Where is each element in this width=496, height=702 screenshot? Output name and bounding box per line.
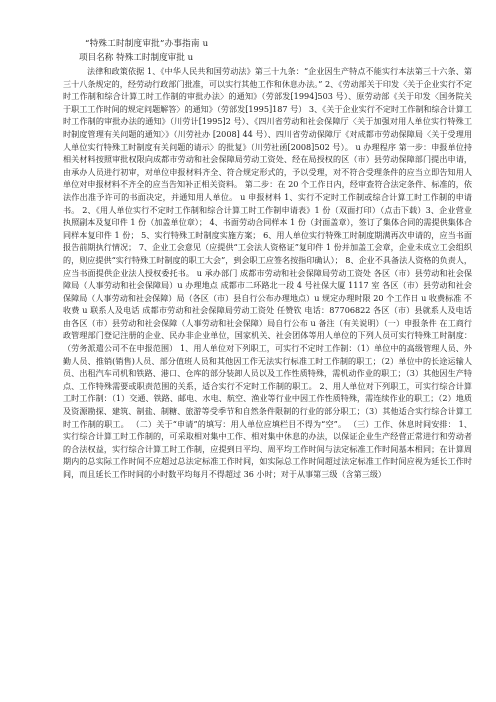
document-title: “特殊工时制度审批”办事指南 u xyxy=(85,39,209,49)
document-body: 法律和政策依据 1、《中华人民共和国劳动法》第三十九条：“企业因生产特点不能实行本法第三十六条、第三十八条规定的，经劳动行政部门批准，可以实行其他工作和休息办法。” 2、《劳动部关于印发〈关于企业实行不定时工作制和综合计算工时工作制的审批办法〉的通知》（劳部发[1994]503 号）、原劳动部《关于印发〈国务院关于职工工作时间的规定问题解答〉的通知》（劳部发[1995]187 号） 3、《关于企业实行不定时工作制和综合计算工时工作制的审批办法的通知》（川劳计[1995]2 号）、《四川省劳动和社会保障厅〈关于加强对用人单位实行特殊工时制度管理有关问题的通知〉》（川劳社办 [2008] 44 号）、四川省劳动保障厅《对成都市劳动保障局〈关于受理用人单位实行特殊工时制度有关问题的请示〉的批复》（川劳社函[2008]502 号）。 u 办理程序 第一步：申报单位持相关材料按照审批权限向成都市劳动和社会保障局劳动工资处、经在局授权的区（市）县劳动保障部门提出申请，由承办人员进行初审，对单位申报材料齐全、符合规定形式的，予以受理，对不符合受理条件的应当立即告知用人单位对申报材料不齐全的应当告知补正相关资料。 第二步：在 20 个工作日内，经审查符合法定条件、标准的，依法作出准予许可的书面决定，并通知用人单位。 u 申报材料 1、实行不定时工作制或综合计算工时工作制的申请书。 2、《用人单位实行不定时工作制和综合计算工时工作制申请表》1 份（双面打印）（点击下载）3、企业营业执照副本及复印件 1 份（加盖单位章）； 4、书面劳动合同样本 1 份（封面盖章），签订了集体合同的需提供集体合同样本复印件 1 份； 5、实行特殊工时制度实施方案； 6、用人单位实行特殊工时制度期满再次申请的，应当书面报告前期执行情况； 7、企业工会意见（应提供“工会法人资格证”复印件 1 份并加盖工会章，企业未成立工会组织的，则应提供“实行特殊工时制度的职工大会”，到会职工应签名按指印确认）； 8、企业不具备法人资格的负责人，应当书面提供企业法人授权委托书。 u 承办部门 成都市劳动和社会保障局劳动工资处 各区（市）县劳动和社会保障局（人事劳动和社会保障局）u 办理地点 成都市二环路北一段 4 号社保大厦 1117 室 各区（市）县劳动和社会保障局（人事劳动和社会保障）局（各区（市）县自行公布办理地点）u 规定办理时限 20 个工作日 u 收费标准 不收费 u 联系人及电话 成都市劳动和社会保障局劳动工资处 任赞钦 电话：87706822 各区（市）县就系人及电话由各区（市）县劳动和社会保障（人事劳动和社会保障）局自行公布 u 备注（有关说明）（一）申报条件 在工商行政管理部门登记注册的企业、民办非企业单位，国家机关、社会团体等用人单位的下列人员可实行特殊工时制度：（劳务派遣公司不在申报范围） 1、用人单位对下列职工，可实行不定时工作制：（1）单位中的高级管理人员、外勤人员、推销(销售)人员、部分值班人员和其他因工作无法实行标准工时工作制的职工；（2）单位中的长途运输人员、出租汽车司机和铁路、港口、仓库的部分装卸人员以及工作性质特殊，需机动作业的职工；（3）其他因生产特点、工作特殊需要或职责范围的关系，适合实行不定时工作制的职工。 2、用人单位对下列职工，可实行综合计算工时工作制：（1）交通、铁路、邮电、水电、航空、渔业等行业中因工作性质特殊，需连续作业的职工；（2）地质及资源勘探、建筑、制盐、制糖、旅游等受季节和自然条件限制的行业的部分职工；（3）其他适合实行综合计算工时工作制的职工。 （二）关于“申请”的填写：用人单位应填栏目不得为“空”。 （三）工作、休息时间安排： 1、实行综合计算工时工作制的，可采取相对集中工作、相对集中休息的办法，以保证企业生产经营正常进行和劳动者的合法权益，实行综合计算工时工作制，应提到日平均、周平均工作时间与法定标准工作时间基本相同；在计算周期内的总实际工作时间不应超过总法定标准工作时间，如实际总工作时间超过法定标准工作时间应视为延长工作时间，而且延长工作时间的小时数平均每月不得超过 36 小时；对于从事第三级（含第三级） xyxy=(63,66,472,479)
document-subtitle: 项目名称 特殊工时制度审批 u xyxy=(79,53,194,63)
